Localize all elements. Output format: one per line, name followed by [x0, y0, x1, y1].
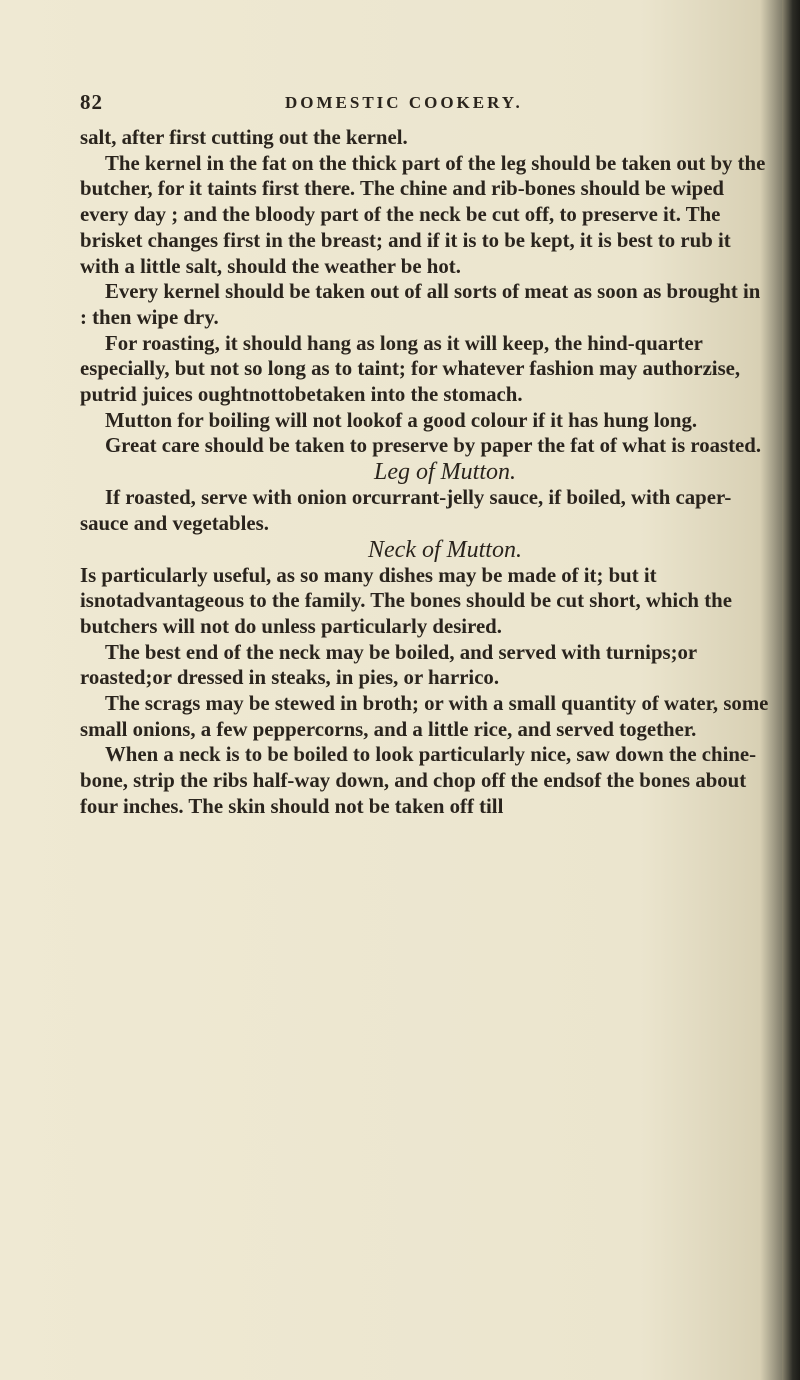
book-spine-edge	[782, 0, 800, 1380]
paragraph: Mutton for boiling will not lookof a good colour if it has hung long.	[105, 408, 698, 432]
page-header	[80, 90, 760, 118]
paragraph: Great care should be taken to preserve by paper the fat of what is roasted.	[105, 434, 762, 458]
running-head: DOMESTIC COOKERY.	[285, 93, 523, 112]
paragraph: The kernel in the fat on the thick part of the leg should be taken out by the butcher, for it taints first there. The chine and rib-bones should be wiped every day ; and the bloody part of the neck be cut off, to preserve it. The brisket changes first in the breast; and if it is to be kept, it is best to rub it with a little salt, should the weather be hot.	[80, 151, 766, 278]
body-text	[80, 125, 770, 820]
paragraph: When a neck is to be boiled to look particularly nice, saw down the chine-bone, strip the ribs half-way down, and chop off the endsof the bones about four inches. The skin should not be taken off till	[80, 743, 757, 818]
paragraph: Every kernel should be taken out of all sorts of meat as soon as brought in : then wipe dry.	[80, 280, 761, 329]
paragraph: The best end of the neck may be boiled, and served with turnips;or roasted;or dressed in steaks, in pies, or harrico.	[80, 640, 697, 690]
paragraph: If roasted, serve with onion orcurrant-jelly sauce, if boiled, with caper-sauce and vegetables.	[80, 486, 732, 535]
paragraph: For roasting, it should hang as long as it will keep, the hind-quarter especially, but not so long as to taint; for whatever fashion may authorzise, putrid juices oughtnottobetaken into the stomach.	[80, 331, 741, 407]
paragraph: salt, after first cutting out the kernel.	[80, 126, 408, 149]
paragraph: Is particularly useful, as so many dishes may be made of it; but it isnotadvantageous to the family. The bones should be cut short, which the butchers will not do unless particularly desired.	[80, 563, 732, 638]
page-number: 82	[80, 90, 103, 114]
section-heading-leg: Leg of Mutton.	[374, 459, 516, 486]
section-heading-neck: Neck of Mutton.	[368, 536, 522, 563]
paragraph: The scrags may be stewed in broth; or with a small quantity of water, some small onions, a few peppercorns, and a little rice, and served together.	[80, 692, 769, 741]
